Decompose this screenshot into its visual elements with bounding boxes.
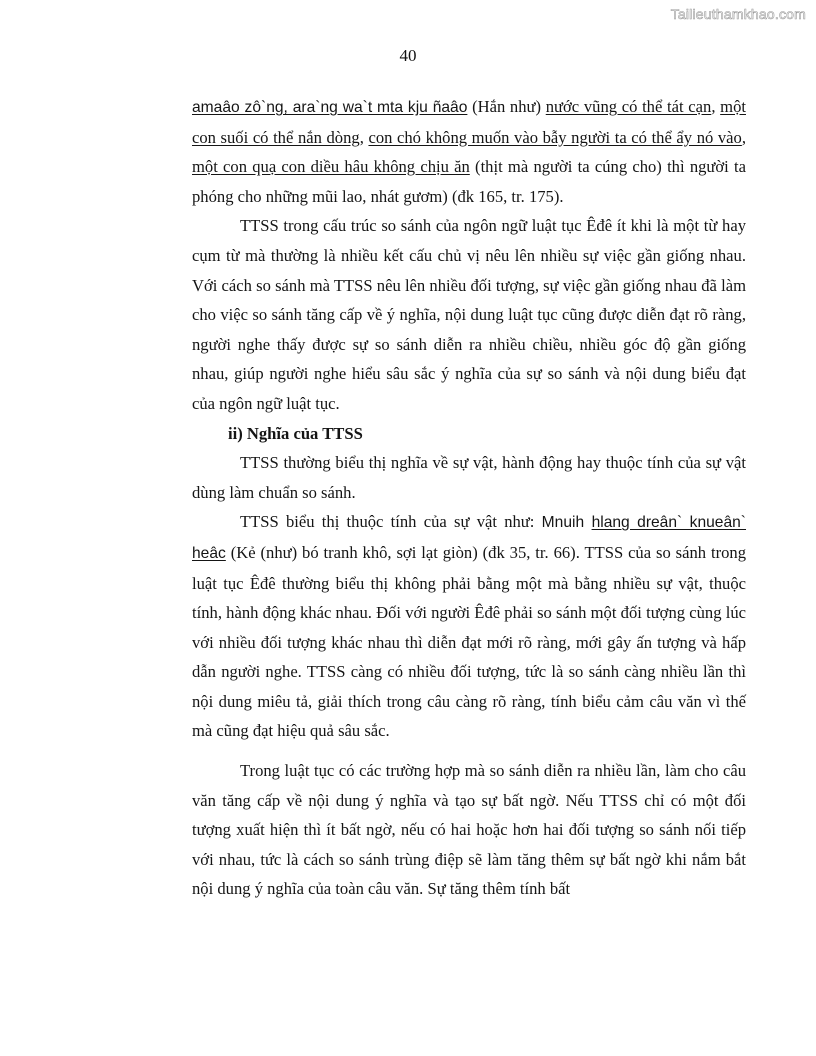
underlined-phrase: nước vũng có thể tát cạn [545, 97, 712, 116]
underlined-phrase: một con suối có thể nắn dòng [192, 97, 746, 147]
underlined-phrase: con chó không muốn vào bẫy người ta có thể ẩy nó vào [368, 127, 742, 147]
document-body [192, 92, 746, 904]
ede-word: Mnuih [541, 514, 592, 532]
paragraph-attributes [192, 507, 746, 746]
text: (Kẻ (như) bó tranh khô, sợi lạt giòn) (đk 35, tr. 66). TTSS của so sánh trong luật tục Êđê thường biểu thị không phải bằng một mà bằng nhiều sự vật, thuộc tính, hành động khác nhau. Đối với người Êđê phải so sánh một đối tượng cùng lúc với nhiều đối tượng khác nhau thì diễn đạt mới rõ ràng, mới gây ấn tượng và hấp dẫn người nghe. TTSS càng có nhiều đối tượng, tức là so sánh càng nhiều lần thì nội dung miêu tả, giải thích trong câu càng rõ ràng, tính biểu cảm câu văn vì thế mà cũng đạt hiệu quả sâu sắc. [192, 542, 746, 741]
text: , [359, 127, 369, 147]
text: , [741, 127, 747, 147]
section-heading: ii) Nghĩa của TTSS [228, 423, 363, 443]
watermark: Tailieuthamkhao.com [670, 6, 806, 22]
text: (thịt mà người ta cúng cho) thì người ta phóng cho những mũi lao, nhát gươm) (đk 165, tr. 175). [192, 157, 746, 206]
ede-quote: hlang dreân` knueân` heâc [192, 514, 747, 562]
ede-quote: amaâo zô`ng, ara`ng wa`t mta kju ñaâo [192, 99, 468, 116]
paragraph-example-quote [192, 92, 746, 211]
text: TTSS biểu thị thuộc tính của sự vật như: [240, 512, 542, 532]
text: , [711, 97, 721, 116]
page-number: 40 [399, 46, 417, 65]
underlined-phrase: một con quạ con diều hâu không chịu ăn [192, 157, 470, 177]
paragraph-meaning: TTSS thường biểu thị nghĩa về sự vật, hành động hay thuộc tính của sự vật dùng làm chuẩn so sánh. [192, 453, 746, 502]
paragraph-structure: TTSS trong cấu trúc so sánh của ngôn ngữ luật tục Êđê ít khi là một từ hay cụm từ mà thường là nhiều kết cấu chủ vị nêu lên nhiều sự việc gần giống nhau. Với cách so sánh mà TTSS nêu lên nhiều đối tượng, sự việc gần giống nhau đã làm cho việc so sánh tăng cấp về ý nghĩa, nội dung luật tục cũng được diễn đạt rõ ràng, người nghe thấy được sự so sánh diễn ra nhiều chiều, nhiều góc độ gần giống nhau, giúp người nghe hiểu sâu sắc ý nghĩa của sự so sánh và nội dung biểu đạt của ngôn ngữ luật tục. [192, 216, 746, 413]
text: (Hắn như) [467, 97, 546, 116]
paragraph-repetition: Trong luật tục có các trường hợp mà so sánh diễn ra nhiều lần, làm cho câu văn tăng cấp về nội dung ý nghĩa và tạo sự bất ngờ. Nếu TTSS chỉ có một đối tượng xuất hiện thì ít bất ngờ, nếu có hai hoặc hơn hai đối tượng so sánh nối tiếp với nhau, tức là cách so sánh trùng điệp sẽ làm tăng thêm sự bất ngờ khi nắm bắt nội dung ý nghĩa của toàn câu văn. Sự tăng thêm tính bất [192, 761, 746, 899]
